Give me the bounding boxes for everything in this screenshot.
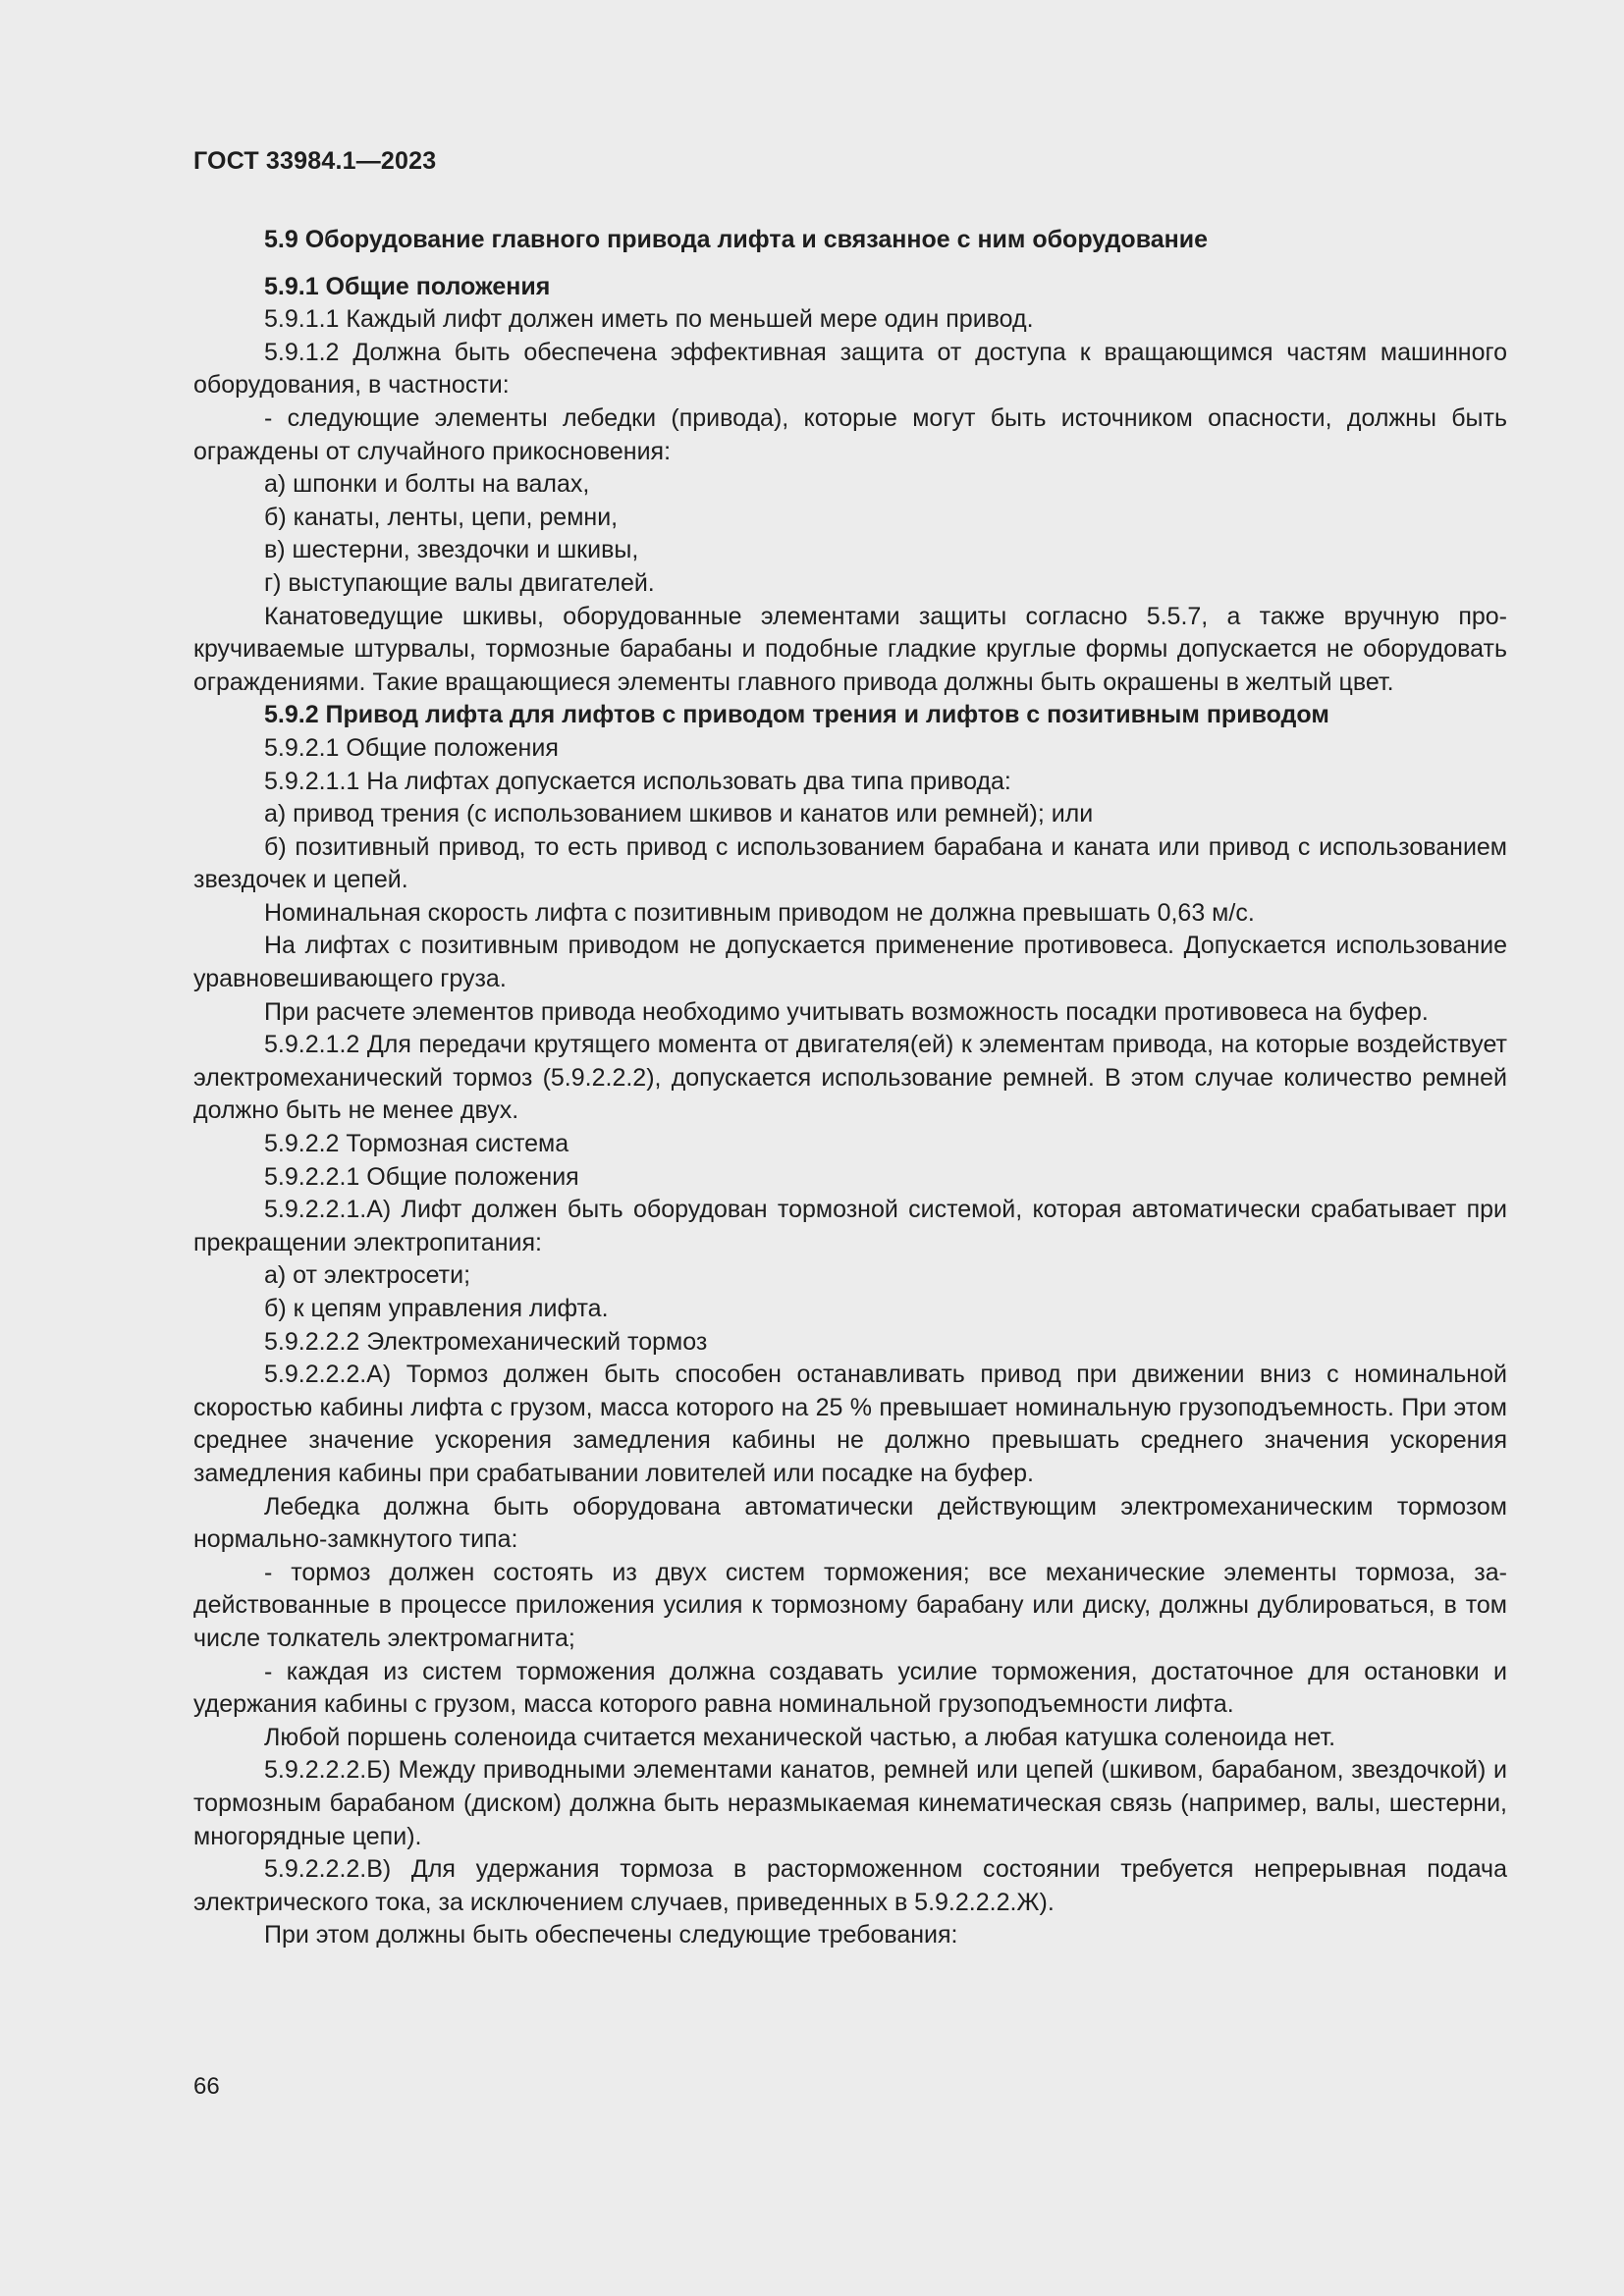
paragraph: б) к цепям управления лифта. <box>264 1295 609 1322</box>
paragraph: При расчете элементов привода необходимо учитывать возможность посадки противовеса на буфер. <box>264 997 1429 1026</box>
section-heading: 5.9.1 Общие положения <box>264 272 551 300</box>
paragraph: 5.9.2.1.1 На лифтах допускается использовать два типа привода: <box>264 767 1011 795</box>
paragraph: в) шестерни, звездочки и шкивы, <box>264 536 639 564</box>
paragraph: 5.9.2.2.2.В) Для удержания тормоза в расторможенном состоянии требуется непрерывная подача электрического тока, за исключением случаев, приведенных в 5.9.2.2.2.Ж). <box>193 1855 1507 1916</box>
paragraph: б) канаты, ленты, цепи, ремни, <box>264 503 619 531</box>
paragraph: На лифтах с позитивным приводом не допускается применение противовеса. Допускается использование уравновешивающего груза. <box>193 932 1507 993</box>
document-header: ГОСТ 33984.1—2023 <box>193 147 437 175</box>
section-heading: 5.9 Оборудование главного привода лифта и связанное с ним оборудование <box>264 226 1209 253</box>
paragraph: Канатоведущие шкивы, оборудованные элементами защиты согласно 5.5.7, а также вручную прокручиваемые штурвалы, тормозные барабаны и подобные гладкие круглые формы допускается не оборудовать ограждениями. Такие вращающиеся элементы главного привода должны быть окрашены в желтый цвет. <box>193 602 1507 696</box>
paragraph: - тормоз должен состоять из двух систем торможения; все механические элементы тормоза, задействованные в процессе приложения усилия к тормозному барабану или диску, должны дублироваться, в том числе толкатель электромагнита; <box>193 1558 1507 1652</box>
paragraph: 5.9.2.2.1.А) Лифт должен быть оборудован тормозной системой, которая автоматически срабатывает при прекращении электропитания: <box>193 1196 1507 1256</box>
paragraph: 5.9.1.2 Должна быть обеспечена эффективная защита от доступа к вращающимся частям машинного оборудования, в частности: <box>193 338 1507 400</box>
paragraph: Любой поршень соленоида считается механической частью, а любая катушка соленоида нет. <box>264 1723 1336 1751</box>
paragraph: 5.9.2.1.2 Для передачи крутящего момента от двигателя(ей) к элементам привода, на которые воздействует электромеханический тормоз (5.9.2.2.2), допускается использование ремней. В этом случае количество ремней должно быть не менее двух. <box>193 1031 1507 1125</box>
paragraph: б) позитивный привод, то есть привод с использованием барабана и каната или привод с использованием звездочек и цепей. <box>193 832 1507 894</box>
paragraph: Лебедка должна быть оборудована автоматически действующим электромеханическим тормозом нормально-замкнутого типа: <box>193 1492 1507 1554</box>
paragraph: - следующие элементы лебедки (привода), которые могут быть источником опасности, должны быть ограждены от случайного прикосновения: <box>193 403 1507 465</box>
section-heading: 5.9.2 Привод лифта для лифтов с приводом трения и лифтов с позитивным приводом <box>264 701 1329 729</box>
page-number: 66 <box>193 2073 220 2100</box>
paragraph: а) шпонки и болты на валах, <box>264 470 590 499</box>
document-body <box>193 224 1507 1952</box>
paragraph: 5.9.2.2.2.Б) Между приводными элементами канатов, ремней или цепей (шкивом, барабаном, звездочкой) и тормозным барабаном (диском) должна быть неразмыкаемая кинематическая связь (например, валы, шестерни, многорядные цепи). <box>193 1756 1507 1850</box>
paragraph: 5.9.2.2.2 Электромеханический тормоз <box>264 1327 708 1356</box>
paragraph: 5.9.2.2.1 Общие положения <box>264 1162 579 1191</box>
paragraph: а) от электросети; <box>264 1261 471 1290</box>
paragraph: Номинальная скорость лифта с позитивным приводом не должна превышать 0,63 м/с. <box>264 898 1255 927</box>
paragraph: - каждая из систем торможения должна создавать усилие торможения, достаточное для остановки и удержания кабины с грузом, масса которого равна номинальной грузоподъемности лифта. <box>193 1657 1507 1719</box>
paragraph: 5.9.2.2 Тормозная система <box>264 1130 569 1158</box>
paragraph: а) привод трения (с использованием шкивов и канатов или ремней); или <box>264 800 1094 828</box>
paragraph: При этом должны быть обеспечены следующие требования: <box>264 1921 958 1949</box>
paragraph: 5.9.2.2.2.А) Тормоз должен быть способен останавливать привод при движении вниз с номинальной скоростью кабины лифта с грузом, масса которого на 25 % превышает номинальную грузоподъемность. При этом среднее значение ускорения замедления кабины не должно превышать среднего значения ускорения замедления кабины при срабатывании ловителей или посадке на буфер. <box>193 1361 1507 1487</box>
paragraph: 5.9.1.1 Каждый лифт должен иметь по меньшей мере один привод. <box>264 305 1034 334</box>
paragraph: 5.9.2.1 Общие положения <box>264 733 559 762</box>
paragraph: г) выступающие валы двигателей. <box>264 568 655 597</box>
